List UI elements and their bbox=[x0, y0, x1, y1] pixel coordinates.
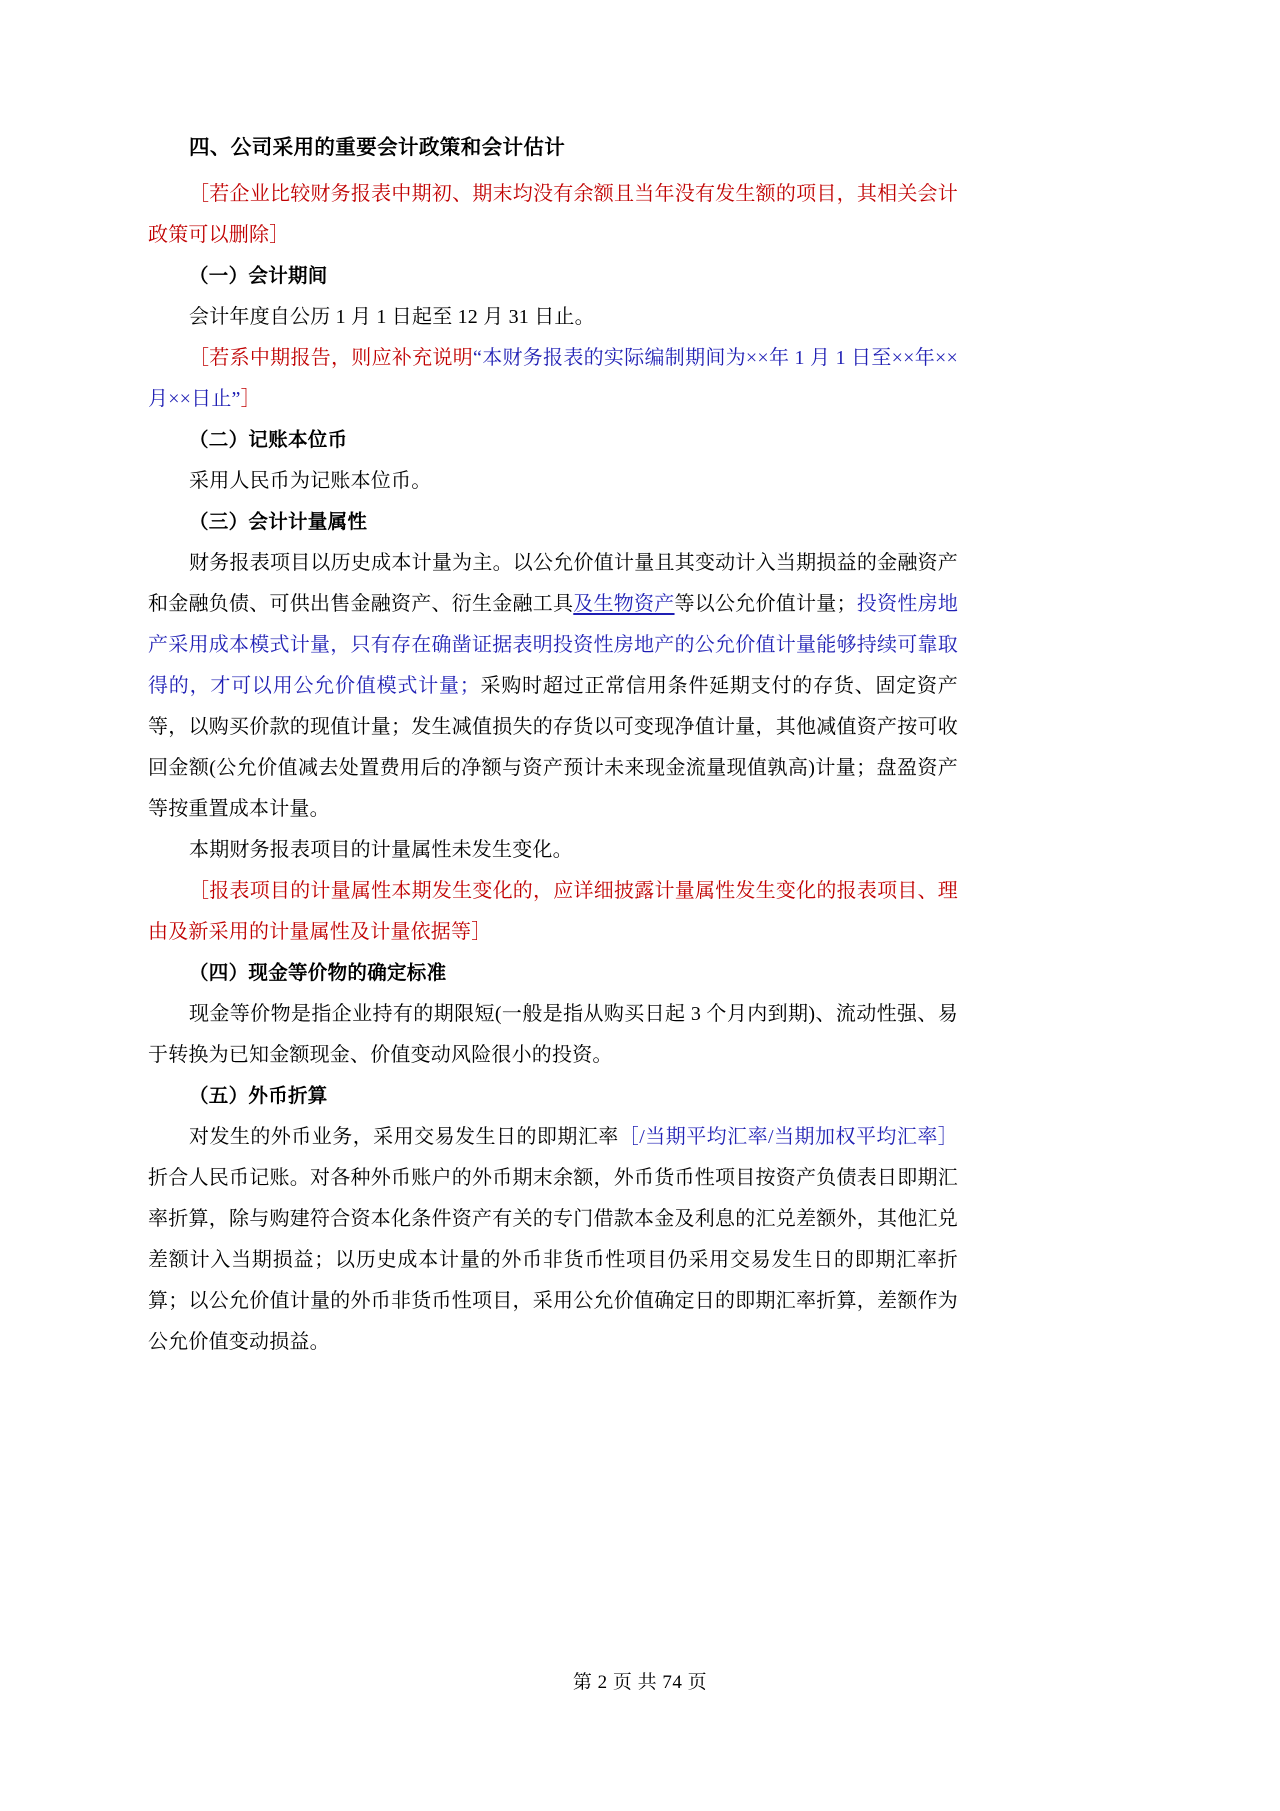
subheading-cash-equivalents: （四）现金等价物的确定标准 bbox=[189, 962, 447, 984]
subheading-foreign-currency: （五）外币折算 bbox=[189, 1085, 328, 1107]
foreign-currency-run-1: 对发生的外币业务，采用交易发生日的即期汇率 bbox=[189, 1126, 619, 1148]
measurement-run-5: 采购时超过正常信用条件延期支付的存货、固定资产等，以购买价款的现值计量；发生减值损失的存货以可变现净值计量，其他减值资产按可收回金额(公允价值减去处置费用后的净额与资产预计未来现金流量现值孰高)计量；盘盈资产等按重置成本计量。 bbox=[148, 675, 958, 820]
body-measurement-attributes bbox=[148, 543, 958, 830]
measurement-run-3: 等以公允价值计量； bbox=[674, 593, 857, 615]
note-interim-report-run-1: ［若系中期报告，则应补充说明 bbox=[189, 347, 474, 369]
page-content bbox=[148, 128, 958, 1363]
measurement-run-2-biological-assets: 及生物资产 bbox=[573, 593, 675, 615]
note-delete-policy-text: ［若企业比较财务报表中期初、期末均没有余额且当年没有发生额的项目，其相关会计政策可以删除］ bbox=[148, 183, 958, 246]
measurement-run-4-investment-property: 投资性房地产采用成本模式计量，只有存在确凿证据表明投资性房地产的公允价值计量能够持续可靠取得的，才可以用公允价值模式计量； bbox=[148, 593, 959, 697]
foreign-currency-run-3: 折合人民币记账。对各种外币账户的外币期末余额，外币货币性项目按资产负债表日即期汇率折算，除与购建符合资本化条件资产有关的专门借款本金及利息的汇兑差额外，其他汇兑差额计入当期损益；以历史成本计量的外币非货币性项目仍采用交易发生日的即期汇率折算；以公允价值计量的外币非货币性项目，采用公允价值确定日的即期汇率折算，差额作为公允价值变动损益。 bbox=[148, 1167, 958, 1353]
subheading-measurement-attributes: （三）会计计量属性 bbox=[189, 511, 368, 533]
body-foreign-currency bbox=[148, 1117, 958, 1363]
section-heading: 四、公司采用的重要会计政策和会计估计 bbox=[189, 136, 566, 159]
subheading-functional-currency: （二）记账本位币 bbox=[189, 429, 348, 451]
note-interim-report bbox=[148, 338, 958, 420]
page-footer: 第 2 页 共 74 页 bbox=[572, 1672, 708, 1693]
note-interim-report-run-3: ］ bbox=[240, 388, 261, 410]
body-accounting-period: 会计年度自公历 1 月 1 日起至 12 月 31 日止。 bbox=[189, 306, 595, 328]
note-interim-report-run-2: “本财务报表的实际编制期间为××年 1 月 1 日至××年××月××日止” bbox=[148, 347, 958, 410]
note-measurement-change: ［报表项目的计量属性本期发生变化的，应详细披露计量属性发生变化的报表项目、理由及新采用的计量属性及计量依据等］ bbox=[148, 880, 958, 943]
body-cash-equivalents: 现金等价物是指企业持有的期限短(一般是指从购买日起 3 个月内到期)、流动性强、易于转换为已知金额现金、价值变动风险很小的投资。 bbox=[148, 1003, 958, 1066]
note-delete-policy bbox=[148, 174, 958, 256]
body-no-change: 本期财务报表项目的计量属性未发生变化。 bbox=[189, 839, 573, 861]
body-functional-currency: 采用人民币为记账本位币。 bbox=[189, 470, 432, 492]
measurement-run-1: 财务报表项目以历史成本计量为主。以公允价值计量且其变动计入当期损益的金融资产和金融负债、可供出售金融资产、衍生金融工具 bbox=[148, 552, 958, 615]
foreign-currency-run-2-rate-options: ［/当期平均汇率/当期加权平均汇率］ bbox=[618, 1126, 959, 1148]
subheading-accounting-period: （一）会计期间 bbox=[189, 265, 328, 287]
